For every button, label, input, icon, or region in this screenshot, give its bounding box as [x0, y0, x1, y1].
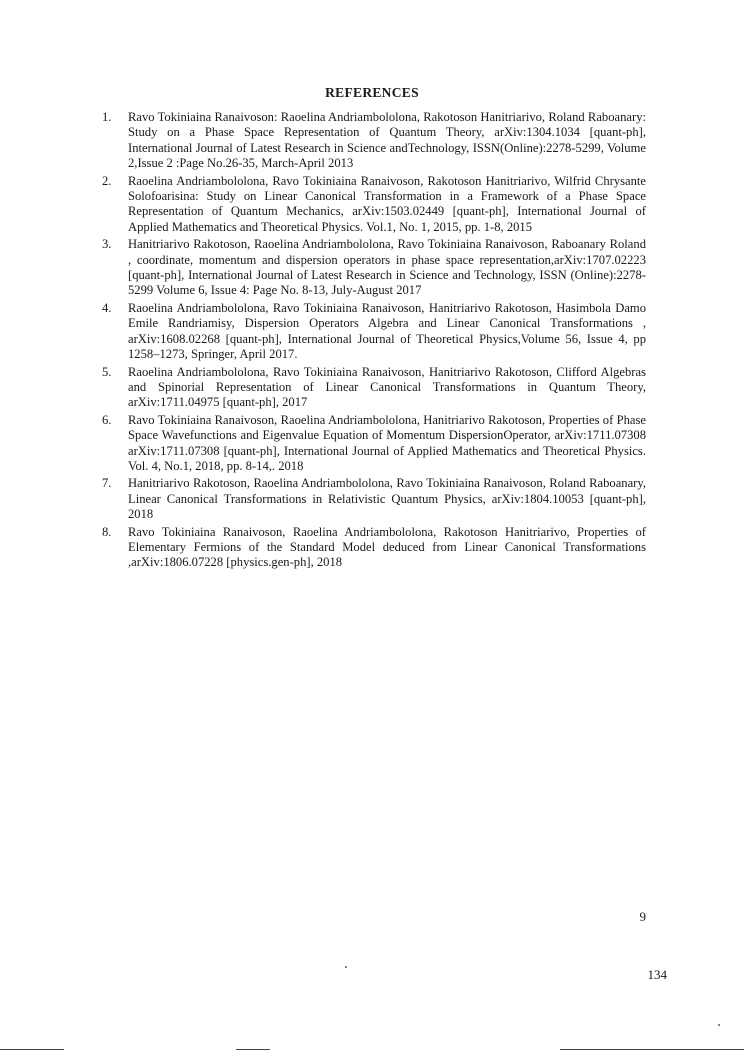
scan-edge-line: [0, 1049, 64, 1050]
journal-page-number: 134: [647, 967, 667, 982]
reference-item: [102, 237, 646, 299]
reference-number: 7.: [102, 476, 112, 491]
reference-item: [102, 476, 646, 522]
reference-text: Raoelina Andriambololona, Ravo Tokiniaina Ranaivoson, Rakotoson Hanitriarivo, Wilfrid Chrysante Solofoarisina: Study on Linear Canonical Transformation in a Framework of a Phase Space Representation of Quantum Mechanics, arXiv:1503.02449 [quant-ph], International Journal of Applied Mathematics and Theoretical Physics. Vol.1, No. 1, 2015, pp. 1-8, 2015: [128, 173, 646, 234]
reference-item: [102, 174, 646, 236]
reference-item: [102, 365, 646, 411]
references-heading: REFERENCES: [325, 85, 419, 100]
reference-item: [102, 301, 646, 363]
reference-text: Hanitriarivo Rakotoson, Raoelina Andriambololona, Ravo Tokiniaina Ranaivoson, Roland Raboanary, Linear Canonical Transformations in Relativistic Quantum Physics, arXiv:1804.10053 [quant-ph], 2018: [128, 476, 646, 522]
reference-number: 4.: [102, 300, 112, 315]
reference-text: Ravo Tokiniaina Ranaivoson: Raoelina Andriambololona, Rakotoson Hanitriarivo, Roland Raboanary: Study on a Phase Space Representation of Quantum Theory, arXiv:1304.1034 [quant-ph], International Journal of Latest Research in Science andTechnology, ISSN(Online):2278-5299, Volume 2,Issue 2 :Page No.26-35, March-April 2013: [128, 110, 646, 171]
scan-edge-line: [560, 1049, 744, 1050]
reference-text: Hanitriarivo Rakotoson, Raoelina Andriambololona, Ravo Tokiniaina Ranaivoson, Raboanary Roland , coordinate, momentum and dispersion operators in phase space representation,arXiv:1707.02223 [quant-ph], International Journal of Latest Research in Science and Technology, ISSN (Online):2278-5299 Volume 6, Issue 4: Page No. 8-13, July-August 2017: [128, 237, 646, 298]
reference-item: [102, 413, 646, 475]
scan-edge-line: [236, 1049, 270, 1050]
reference-list: [102, 110, 646, 573]
reference-number: 6.: [102, 412, 112, 427]
page-number: 9: [639, 909, 646, 924]
reference-item: [102, 110, 646, 172]
scan-speck: [718, 1024, 720, 1026]
reference-item: [102, 525, 646, 571]
reference-text: Ravo Tokiniaina Ranaivoson, Raoelina Andriambololona, Hanitriarivo Rakotoson, Properties of Phase Space Wavefunctions and Eigenvalue Equation of Momentum DispersionOperator, arXiv:1711.07308 arXiv:1711.07308 [quant-ph], International Journal of Applied Mathematics and Theoretical Physics. Vol. 4, No.1, 2018, pp. 8-14,. 2018: [128, 412, 646, 473]
reference-number: 1.: [102, 110, 112, 124]
scan-speck: [345, 966, 347, 968]
reference-number: 3.: [102, 237, 112, 252]
reference-number: 8.: [102, 524, 112, 539]
reference-number: 5.: [102, 364, 112, 379]
reference-text: Raoelina Andriambololona, Ravo Tokiniaina Ranaivoson, Hanitriarivo Rakotoson, Hasimbola Damo Emile Randriamisy, Dispersion Operators Algebra and Linear Canonical Transformations , arXiv:1608.02268 [quant-ph], International Journal of Theoretical Physics,Volume 56, Issue 4, pp 1258–1273, Springer, April 2017.: [128, 300, 646, 362]
reference-text: Raoelina Andriambololona, Ravo Tokiniaina Ranaivoson, Hanitriarivo Rakotoson, Clifford Algebras and Spinorial Representation of Linear Canonical Transformations in Quantum Theory, arXiv:1711.04975 [quant-ph], 2017: [128, 364, 646, 410]
reference-text: Ravo Tokiniaina Ranaivoson, Raoelina Andriambololona, Rakotoson Hanitriarivo, Properties of Elementary Fermions of the Standard Model deduced from Linear Canonical Transformations ,arXiv:1806.07228 [physics.gen-ph], 2018: [128, 524, 646, 570]
reference-number: 2.: [102, 173, 112, 188]
